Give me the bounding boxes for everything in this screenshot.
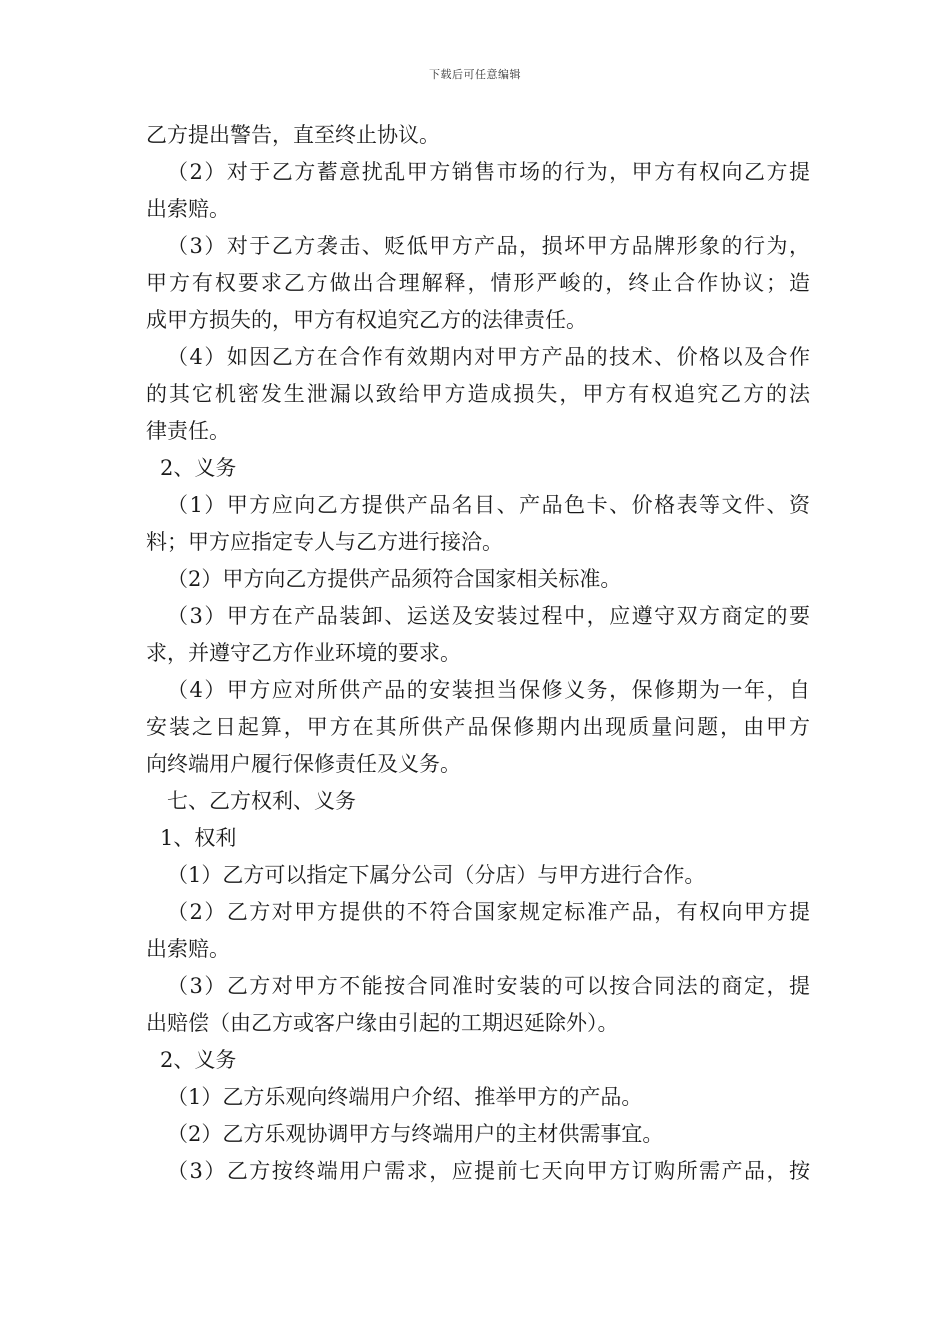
paragraph-line: （1）乙方乐观向终端用户介绍、推举甲方的产品。	[167, 1085, 643, 1109]
paragraph-line: （3）乙方对甲方不能按合同准时安装的可以按合同法的商定，提	[167, 974, 810, 998]
paragraph-line: （4）如因乙方在合作有效期内对甲方产品的技术、价格以及合作	[167, 345, 810, 369]
section-subheading: 1、权利	[160, 826, 237, 850]
paragraph-line: （4）甲方应对所供产品的安装担当保修义务，保修期为一年，自	[167, 678, 810, 702]
page-header-note: 下载后可任意编辑	[429, 68, 521, 81]
paragraph-line: （3）对于乙方袭击、贬低甲方产品，损坏甲方品牌形象的行为，	[167, 234, 810, 258]
paragraph-line: 的其它机密发生泄漏以致给甲方造成损失，甲方有权追究乙方的法	[146, 382, 810, 406]
paragraph-line: （3）甲方在产品装卸、运送及安装过程中，应遵守双方商定的要	[167, 604, 810, 628]
paragraph-line: （2）乙方对甲方提供的不符合国家规定标准产品，有权向甲方提	[167, 900, 810, 924]
paragraph-line: 成甲方损失的，甲方有权追究乙方的法律责任。	[146, 308, 587, 332]
paragraph-line: （2）甲方向乙方提供产品须符合国家相关标准。	[167, 567, 622, 591]
paragraph-line: （1）甲方应向乙方提供产品名目、产品色卡、价格表等文件、资	[167, 493, 810, 517]
paragraph-line: 甲方有权要求乙方做出合理解释，情形严峻的，终止合作协议；造	[146, 271, 810, 295]
paragraph-line: （2）乙方乐观协调甲方与终端用户的主材供需事宜。	[167, 1122, 664, 1146]
section-subheading: 2、义务	[160, 456, 237, 480]
paragraph-line: （3）乙方按终端用户需求，应提前七天向甲方订购所需产品，按	[167, 1159, 810, 1183]
paragraph-line: 向终端用户履行保修责任及义务。	[146, 752, 461, 776]
paragraph-line: 出索赔。	[146, 197, 230, 221]
paragraph-line: 乙方提出警告，直至终止协议。	[146, 123, 440, 147]
document-body	[146, 117, 810, 1190]
paragraph-line: 出赔偿（由乙方或客户缘由引起的工期迟延除外）。	[146, 1011, 619, 1035]
paragraph-line: 料；甲方应指定专人与乙方进行接洽。	[146, 530, 503, 554]
paragraph-line: 求，并遵守乙方作业环境的要求。	[146, 641, 461, 665]
paragraph-line: 安装之日起算，甲方在其所供产品保修期内出现质量问题，由甲方	[146, 715, 810, 739]
paragraph-line: （2）对于乙方蓄意扰乱甲方销售市场的行为，甲方有权向乙方提	[167, 160, 810, 184]
paragraph-line: 律责任。	[146, 419, 230, 443]
paragraph-line: 出索赔。	[146, 937, 230, 961]
section-subheading: 2、义务	[160, 1048, 237, 1072]
paragraph-line: （1）乙方可以指定下属分公司（分店）与甲方进行合作。	[167, 863, 706, 887]
section-heading: 七、乙方权利、义务	[167, 789, 356, 813]
